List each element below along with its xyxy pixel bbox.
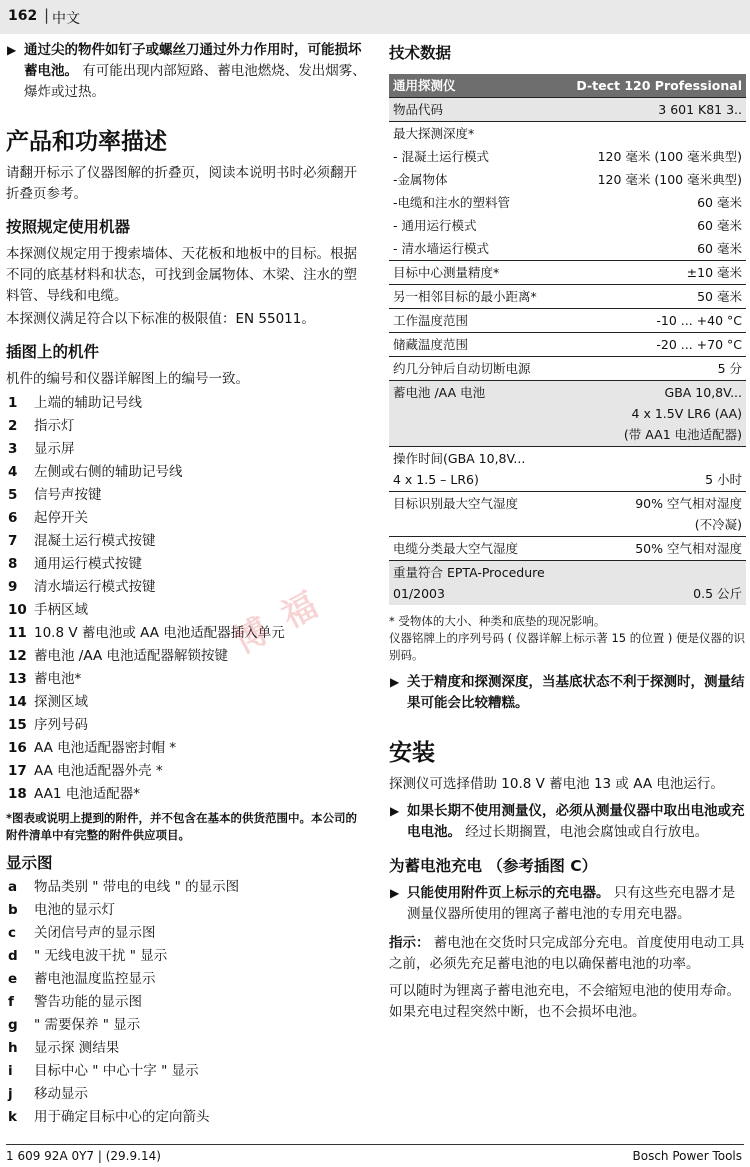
precision-warning: [389, 672, 746, 714]
display-item: [6, 945, 368, 968]
remove-battery-bold: 如果长期不使用测量仪，必须从测量仪器中取出电池或充电电池。: [407, 803, 745, 840]
component-item: [6, 760, 368, 783]
spec-row: [389, 492, 746, 537]
spec-label: -金属物体: [393, 172, 448, 187]
header-language: 中文: [52, 11, 80, 27]
display-number: b: [8, 902, 18, 918]
spec-label: 最大探测深度*: [389, 122, 566, 146]
spec-value: 50 毫米: [566, 285, 746, 309]
heading-charge: 为蓄电池充电 （参考插图 C）: [389, 857, 598, 875]
display-text: 用于确定目标中心的定向箭头: [34, 1109, 210, 1125]
component-number: 12: [8, 648, 27, 664]
display-item: [6, 1037, 368, 1060]
spec-label: 电缆分类最大空气湿度: [389, 537, 566, 561]
bullet-marker-icon: ▶: [7, 43, 17, 57]
display-text: 物品类别 " 带电的电线 " 的显示图: [34, 879, 240, 895]
spec-label: - 混凝土运行模式: [393, 149, 489, 164]
component-item: [6, 668, 368, 691]
charger-warning-bold: 只能使用附件页上标示的充电器。: [407, 885, 610, 901]
spec-row: [389, 145, 746, 168]
component-number: 5: [8, 487, 18, 503]
component-item: [6, 622, 368, 645]
display-text: 移动显示: [34, 1086, 88, 1102]
component-text: 显示屏: [34, 441, 75, 457]
display-number: k: [8, 1109, 17, 1125]
spec-label: 重量符合 EPTA-Procedure 01/2003: [389, 561, 566, 606]
component-item: [6, 576, 368, 599]
component-text: 通用运行模式按键: [34, 556, 142, 572]
spec-value: ±10 毫米: [566, 261, 746, 285]
spec-value: 90% 空气相对湿度 (不冷凝): [566, 492, 746, 537]
spec-value: 60 毫米: [697, 241, 742, 256]
heading-product: 产品和功率描述: [6, 129, 167, 155]
component-number: 14: [8, 694, 27, 710]
component-number: 13: [8, 671, 27, 687]
display-text: " 需要保养 " 显示: [34, 1017, 141, 1033]
components-note: *图表或说明上提到的附件，并不包含在基本的供货范围中。本公司的附件清单中有完整的附件供应项目。: [6, 811, 358, 842]
display-item: [6, 991, 368, 1014]
component-number: 4: [8, 464, 18, 480]
header-separator: |: [44, 6, 50, 24]
components-intro: 机件的编号和仪器详解图上的编号一致。: [6, 371, 249, 387]
component-number: 9: [8, 579, 18, 595]
component-item: [6, 530, 368, 553]
component-number: 3: [8, 441, 18, 457]
component-text: 序列号码: [34, 717, 88, 733]
component-text: 信号声按键: [34, 487, 102, 503]
spec-value: 120 毫米 (100 毫米典型): [597, 172, 742, 187]
footer-brand: Bosch Power Tools: [632, 1149, 742, 1163]
spec-label: 另一相邻目标的最小距离*: [389, 285, 566, 309]
spec-row: [389, 98, 746, 122]
display-item: [6, 1106, 368, 1129]
warning-rest: 有可能出现内部短路、蓄电池燃烧、发出烟雾、爆炸或过热。: [24, 63, 366, 100]
component-text: 蓄电池*: [34, 671, 82, 687]
spec-value: -10 ... +40 °C: [566, 309, 746, 333]
spec-label: 目标中心测量精度*: [389, 261, 566, 285]
component-text: AA1 电池适配器*: [34, 786, 140, 802]
page-header: [0, 0, 750, 34]
spec-row: [389, 237, 746, 261]
display-text: " 无线电波干扰 " 显示: [34, 948, 168, 964]
right-column: [389, 40, 746, 1023]
spec-label: 蓄电池 /AA 电池: [389, 381, 566, 447]
charge-info: 可以随时为锂离子蓄电池充电，不会缩短电池的使用寿命。如果充电过程突然中断，也不会损坏电池。: [389, 983, 740, 1020]
component-number: 7: [8, 533, 18, 549]
component-item: [6, 484, 368, 507]
component-text: 蓄电池 /AA 电池适配器解锁按键: [34, 648, 228, 664]
display-list: [6, 876, 368, 1129]
spec-label: 物品代码: [389, 98, 566, 122]
table-note-2: 仪器铭牌上的序列号码 ( 仪器详解上标示著 15 的位置 ) 便是仪器的识别码。: [389, 631, 746, 662]
component-number: 15: [8, 717, 27, 733]
heading-install: 安装: [389, 740, 435, 766]
display-text: 显示探 测结果: [34, 1040, 120, 1056]
spec-label: -电缆和注水的塑料管: [393, 195, 511, 210]
spec-row: [389, 214, 746, 237]
component-item: [6, 645, 368, 668]
spec-row: [389, 561, 746, 606]
battery-warning: [6, 40, 368, 103]
component-number: 6: [8, 510, 18, 526]
page-number: 162: [8, 8, 38, 24]
display-number: h: [8, 1040, 18, 1056]
watermark: 博 福: [227, 583, 328, 662]
tech-table-header: [389, 74, 746, 98]
spec-row: [389, 309, 746, 333]
display-text: 电池的显示灯: [34, 902, 115, 918]
component-number: 8: [8, 556, 18, 572]
display-item: [6, 1014, 368, 1037]
component-text: 探测区域: [34, 694, 88, 710]
component-text: 左侧或右侧的辅助记号线: [34, 464, 183, 480]
display-number: j: [8, 1086, 13, 1102]
spec-row: [389, 357, 746, 381]
component-number: 11: [8, 625, 27, 641]
components-list: [6, 392, 368, 806]
spec-value: 3 601 K81 3..: [566, 98, 746, 122]
heading-display: 显示图: [6, 854, 53, 872]
component-text: AA 电池适配器密封帽 *: [34, 740, 177, 756]
spec-row: [389, 447, 746, 492]
heading-intended-use: 按照规定使用机器: [6, 218, 131, 236]
component-text: 上端的辅助记号线: [34, 395, 142, 411]
spec-row: [389, 122, 746, 146]
spec-label: 操作时间(GBA 10,8V... 4 x 1.5 – LR6): [389, 447, 566, 492]
display-item: [6, 922, 368, 945]
tech-data-table: [389, 74, 746, 605]
display-number: g: [8, 1017, 18, 1033]
display-number: c: [8, 925, 17, 941]
display-number: a: [8, 879, 18, 895]
component-number: 18: [8, 786, 27, 802]
display-text: 警告功能的显示图: [34, 994, 142, 1010]
display-item: [6, 899, 368, 922]
component-text: 混凝土运行模式按键: [34, 533, 156, 549]
component-item: [6, 783, 368, 806]
spec-label: 工作温度范围: [389, 309, 566, 333]
spec-row: [389, 261, 746, 285]
product-intro: 请翻开标示了仪器图解的折叠页，阅读本说明书时必须翻开折叠页参考。: [6, 165, 357, 202]
display-item: [6, 1083, 368, 1106]
spec-label: 储藏温度范围: [389, 333, 566, 357]
component-item: [6, 507, 368, 530]
spec-value: 5 分: [566, 357, 746, 381]
component-text: 起停开关: [34, 510, 88, 526]
intended-use-text: 本探测仪规定用于搜索墙体、天花板和地板中的目标。根据不同的底基材料和状态，可找到金属物体、木梁、注水的塑料管、导线和电缆。: [6, 246, 357, 304]
warning-bold: 通过尖的物件如钉子或螺丝刀通过外力作用时，可能损坏蓄电池。: [24, 42, 362, 79]
component-text: 清水墙运行模式按键: [34, 579, 156, 595]
spec-value: GBA 10,8V... 4 x 1.5V LR6 (AA) (带 AA1 电池适配器): [566, 381, 746, 447]
display-number: f: [8, 994, 14, 1010]
spec-value: 5 小时: [566, 447, 746, 492]
footer-doc-id: 1 609 92A 0Y7 | (29.9.14): [6, 1149, 161, 1163]
component-number: 1: [8, 395, 18, 411]
display-text: 蓄电池温度监控显示: [34, 971, 156, 987]
remove-battery-rest: 经过长期搁置，电池会腐蚀或自行放电。: [461, 824, 709, 840]
spec-value: 50% 空气相对湿度: [566, 537, 746, 561]
display-number: i: [8, 1063, 13, 1079]
component-item: [6, 415, 368, 438]
spec-label: 约几分钟后自动切断电源: [389, 357, 566, 381]
display-text: 目标中心 " 中心十字 " 显示: [34, 1063, 199, 1079]
table-head-right: D-tect 120 Professional: [566, 74, 746, 98]
note-label: 指示：: [389, 935, 430, 951]
spec-row: [389, 168, 746, 191]
note-text: 蓄电池在交货时只完成部分充电。首度使用电动工具之前，必须先充足蓄电池的电以确保蓄电池的功率。: [389, 935, 745, 972]
component-number: 17: [8, 763, 27, 779]
spec-row: [389, 537, 746, 561]
display-item: [6, 1060, 368, 1083]
display-number: d: [8, 948, 18, 964]
component-item: [6, 461, 368, 484]
table-head-left: 通用探测仪: [389, 74, 566, 98]
component-number: 2: [8, 418, 18, 434]
spec-row: [389, 333, 746, 357]
charger-warning: [389, 883, 746, 925]
heading-components: 插图上的机件: [6, 343, 100, 361]
component-item: [6, 714, 368, 737]
heading-tech-data: 技术数据: [389, 44, 452, 62]
standard-text: 本探测仪满足符合以下标准的极限值：EN 55011。: [6, 311, 315, 327]
display-item: [6, 968, 368, 991]
left-column: [6, 40, 368, 1129]
charge-note: [389, 933, 746, 975]
component-item: [6, 392, 368, 415]
spec-label: - 通用运行模式: [393, 218, 477, 233]
component-number: 10: [8, 602, 27, 618]
spec-value: -20 ... +70 °C: [566, 333, 746, 357]
component-item: [6, 438, 368, 461]
spec-label: 目标识别最大空气湿度: [389, 492, 566, 537]
bullet-marker-icon: ▶: [390, 675, 400, 689]
display-text: 关闭信号声的显示图: [34, 925, 156, 941]
bullet-marker-icon: ▶: [390, 886, 400, 900]
spec-value: [566, 122, 746, 146]
component-text: 10.8 V 蓄电池或 AA 电池适配器插入单元: [34, 625, 285, 641]
component-item: [6, 691, 368, 714]
precision-warning-text: 关于精度和探测深度，当基底状态不利于探测时，测量结果可能会比较糟糕。: [407, 674, 745, 711]
spec-row: [389, 285, 746, 309]
component-text: 指示灯: [34, 418, 75, 434]
component-item: [6, 737, 368, 760]
spec-label: - 清水墙运行模式: [393, 241, 489, 256]
install-text: 探测仪可选择借助 10.8 V 蓄电池 13 或 AA 电池运行。: [389, 776, 724, 792]
component-item: [6, 553, 368, 576]
bullet-marker-icon: ▶: [390, 804, 400, 818]
charger-warning-rest: 只有这些充电器才是测量仪器所使用的锂离子蓄电池的专用充电器。: [407, 885, 736, 922]
spec-row: [389, 191, 746, 214]
spec-value: 0.5 公斤: [566, 561, 746, 606]
table-note-1: * 受物体的大小、种类和底垫的现况影响。: [389, 614, 606, 628]
component-text: 手柄区域: [34, 602, 88, 618]
spec-row: [389, 381, 746, 447]
component-text: AA 电池适配器外壳 *: [34, 763, 163, 779]
display-item: [6, 876, 368, 899]
display-number: e: [8, 971, 18, 987]
remove-battery-warning: [389, 801, 746, 843]
spec-value: 120 毫米 (100 毫米典型): [597, 149, 742, 164]
spec-value: 60 毫米: [697, 218, 742, 233]
component-number: 16: [8, 740, 27, 756]
component-item: [6, 599, 368, 622]
footer-rule: [6, 1144, 744, 1145]
spec-value: 60 毫米: [697, 195, 742, 210]
